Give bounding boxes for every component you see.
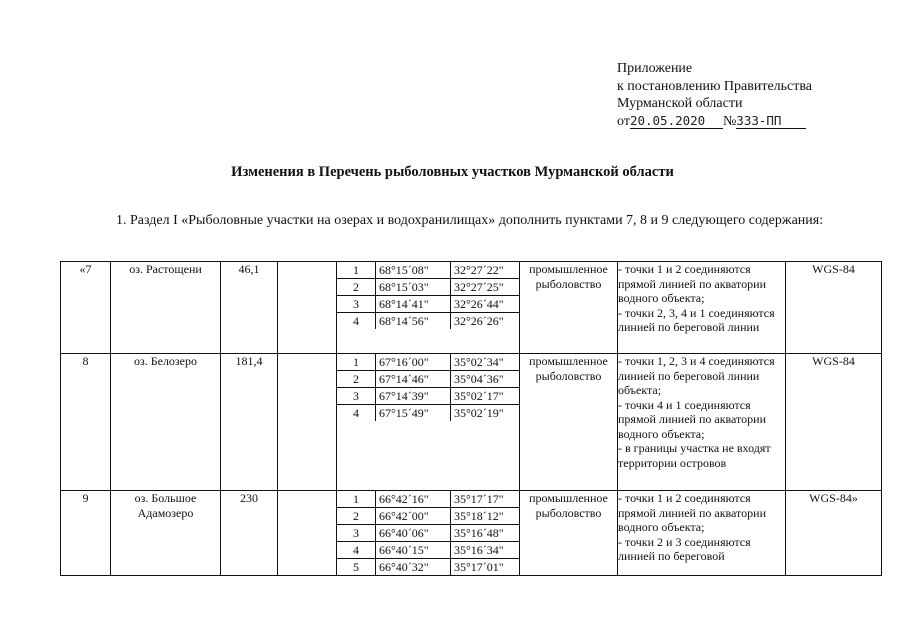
lake-name: оз. Большое Адамозеро	[111, 491, 221, 576]
longitude: 35°04´36"	[451, 371, 520, 388]
coordinate-system: WGS-84»	[786, 491, 882, 576]
boundary-note: - точки 2, 3, 4 и 1 соединяются линией по береговой линии	[618, 305, 775, 334]
boundary-notes	[618, 262, 786, 354]
point-number: 3	[337, 296, 376, 313]
empty-cell	[278, 354, 337, 491]
coordinate-row	[337, 296, 519, 313]
longitude: 35°16´34"	[451, 542, 520, 559]
latitude: 66°42´00"	[376, 508, 451, 525]
area-value: 181,4	[221, 354, 278, 491]
latitude: 66°42´16"	[376, 491, 451, 508]
coordinate-row	[337, 354, 519, 371]
latitude: 68°15´08"	[376, 262, 451, 279]
coordinate-row	[337, 388, 519, 405]
boundary-notes	[618, 354, 786, 491]
coordinate-system: WGS-84	[786, 262, 882, 354]
point-number: 4	[337, 313, 376, 330]
latitude: 67°14´46"	[376, 371, 451, 388]
lake-name: оз. Белозеро	[111, 354, 221, 491]
longitude: 35°02´19"	[454, 405, 504, 420]
point-number: 2	[337, 508, 376, 525]
coordinate-row	[337, 542, 519, 559]
coordinate-system: WGS-84	[786, 354, 882, 491]
longitude: 35°02´17"	[451, 388, 520, 405]
lake-name: оз. Растощени	[111, 262, 221, 354]
coordinate-row	[337, 525, 519, 542]
coordinates-table	[337, 491, 519, 575]
point-number: 4	[337, 405, 376, 422]
empty-cell	[278, 262, 337, 354]
intro-text: 1. Раздел I «Рыболовные участки на озерах и водохранилищах» дополнить пунктами 7, 8 и 9 следующего содержания:	[116, 213, 824, 228]
coordinate-row	[337, 491, 519, 508]
table-row	[61, 354, 882, 491]
latitude: 66°40´06"	[376, 525, 451, 542]
area-value: 230	[221, 491, 278, 576]
longitude: 35°16´48"	[451, 525, 520, 542]
boundary-note: - в границы участка не входят территории островов	[618, 441, 771, 470]
appendix-line-3: Мурманской области	[617, 96, 743, 111]
boundary-note: - точки 1, 2, 3 и 4 соединяются линией по береговой линии объекта;	[618, 354, 775, 397]
decree-date: 20.05.2020	[630, 114, 723, 129]
appendix-line-1: Приложение	[617, 61, 693, 76]
coordinate-row	[337, 279, 519, 296]
latitude: 66°40´15"	[376, 542, 451, 559]
longitude: 35°17´01"	[454, 559, 504, 574]
point-number: 1	[337, 262, 376, 279]
latitude: 67°14´39"	[376, 388, 451, 405]
longitude: 35°18´12"	[451, 508, 520, 525]
boundary-note: - точки 2 и 3 соединяются линией по береговой	[618, 534, 751, 563]
document-title: Изменения в Перечень рыболовных участков Мурманской области	[231, 164, 674, 180]
purpose: промышленное рыболовство	[520, 262, 618, 354]
table-row	[61, 491, 882, 576]
coordinates-cell	[337, 354, 520, 491]
longitude: 32°27´25"	[451, 279, 520, 296]
point-number: 5	[337, 559, 376, 576]
row-number: «7	[61, 262, 111, 354]
area-value: 46,1	[221, 262, 278, 354]
coordinate-row	[337, 313, 519, 330]
intro-paragraph	[60, 212, 860, 229]
latitude: 66°40´32"	[376, 559, 451, 576]
boundary-note: - точки 4 и 1 соединяются прямой линией по акватории водного объекта;	[618, 397, 766, 441]
coordinates-cell	[337, 262, 520, 354]
purpose: промышленное рыболовство	[520, 491, 618, 576]
longitude: 32°26´44"	[451, 296, 520, 313]
latitude: 67°16´00"	[376, 354, 451, 371]
longitude: 35°17´17"	[451, 491, 520, 508]
point-number: 2	[337, 371, 376, 388]
table-row	[61, 262, 882, 354]
fishing-areas-table	[60, 261, 882, 576]
number-label: №	[722, 113, 737, 129]
latitude: 68°14´41"	[376, 296, 451, 313]
point-number: 4	[337, 542, 376, 559]
row-number: 9	[61, 491, 111, 576]
appendix-line-2: к постановлению Правительства	[617, 78, 813, 94]
point-number: 1	[337, 354, 376, 371]
point-number: 2	[337, 279, 376, 296]
coordinates-table	[337, 354, 519, 421]
point-number: 3	[337, 388, 376, 405]
appendix-header	[617, 60, 812, 130]
point-number: 3	[337, 525, 376, 542]
coordinate-row	[337, 371, 519, 388]
empty-cell	[278, 491, 337, 576]
latitude: 68°15´03"	[376, 279, 451, 296]
longitude: 35°02´34"	[451, 354, 520, 371]
coordinate-row	[337, 559, 519, 576]
boundary-note: - точки 1 и 2 соединяются прямой линией по акватории водного объекта;	[618, 491, 766, 534]
longitude: 32°27´22"	[451, 262, 520, 279]
coordinate-row	[337, 262, 519, 279]
boundary-notes	[618, 491, 786, 576]
latitude: 67°15´49"	[376, 405, 451, 422]
point-number: 1	[337, 491, 376, 508]
from-label: от	[617, 113, 630, 129]
purpose: промышленное рыболовство	[520, 354, 618, 491]
coordinate-row	[337, 508, 519, 525]
row-number: 8	[61, 354, 111, 491]
coordinates-cell	[337, 491, 520, 576]
boundary-note: - точки 1 и 2 соединяются прямой линией по акватории водного объекта;	[618, 262, 766, 305]
longitude: 32°26´26"	[454, 313, 504, 328]
latitude: 68°14´56"	[376, 313, 451, 330]
coordinates-table	[337, 262, 519, 329]
decree-number: 333-ПП	[736, 114, 806, 129]
appendix-date-line	[617, 113, 812, 131]
coordinate-row	[337, 405, 519, 422]
